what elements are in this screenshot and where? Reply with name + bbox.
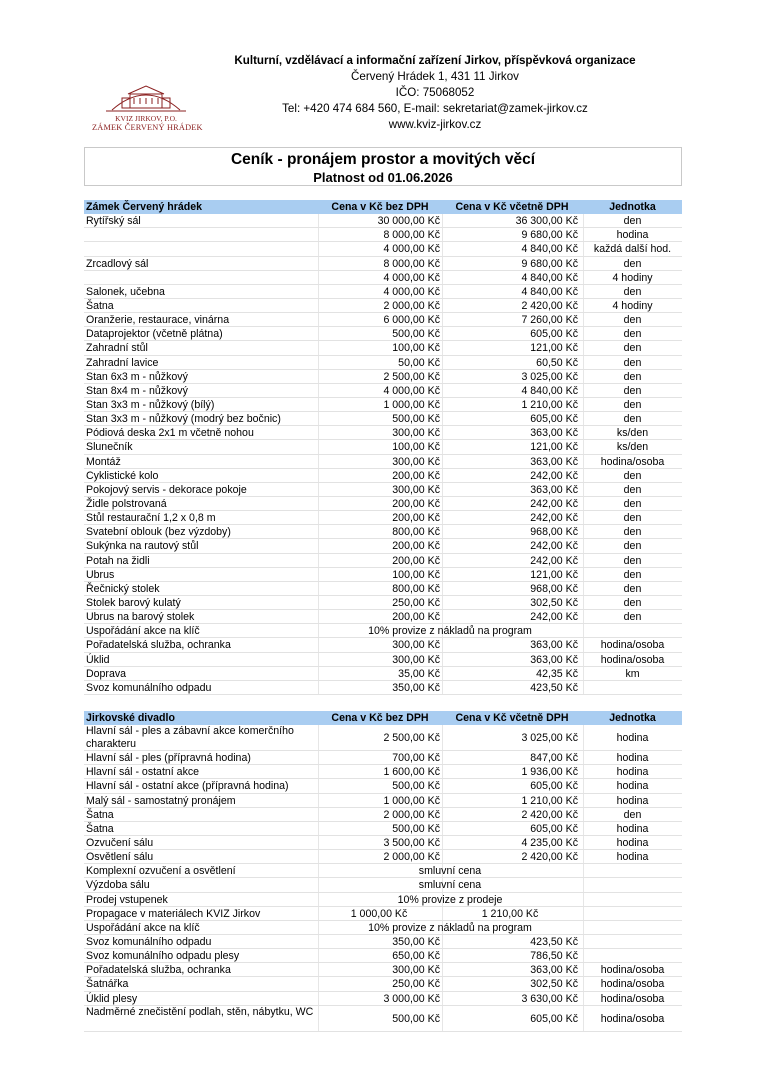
unit: hodina [616, 229, 649, 242]
org-address: Červený Hrádek 1, 431 11 Jirkov [351, 70, 519, 83]
price-without-vat: 35,00 Kč [398, 667, 440, 680]
unit: den [623, 413, 642, 426]
price-with-vat: 423,50 Kč [530, 681, 578, 694]
price-with-vat: 3 630,00 Kč [521, 992, 578, 1005]
item-name [86, 271, 318, 284]
table-row [84, 483, 682, 497]
price-with-vat: 4 840,00 Kč [521, 243, 578, 256]
unit: den [623, 540, 642, 553]
table-row [84, 582, 682, 596]
unit: den [623, 342, 642, 355]
item-name: Šatna [86, 808, 114, 821]
price-with-vat: 1 210,00 Kč [521, 398, 578, 411]
item-name: Pořadatelská služba, ochranka [86, 639, 231, 652]
table-row [84, 907, 682, 921]
item-name: Zahradní lavice [86, 356, 159, 369]
table-divadlo [84, 711, 682, 1032]
price-with-vat: 7 260,00 Kč [521, 314, 578, 327]
item-name: Doprava [86, 667, 127, 680]
merged-price-note: 10% provize z prodeje [397, 893, 503, 906]
item-name: Hlavní sál - ostatní akce (přípravná hodina) [86, 780, 289, 793]
item-name: Malý sál - samostatný pronájem [86, 794, 236, 807]
item-name: Stolek barový kulatý [86, 596, 181, 609]
price-without-vat: 4 000,00 Kč [383, 271, 440, 284]
unit: hodina [616, 732, 649, 745]
item-name: Dataprojektor (včetně plátna) [86, 328, 223, 341]
table-row [84, 285, 682, 299]
item-name: Úklid [86, 653, 110, 666]
table-row [84, 653, 682, 667]
price-without-vat: 650,00 Kč [392, 950, 440, 963]
item-name: Nadměrné znečistění podlah, stěn, nábytku, WC [86, 1005, 314, 1018]
price-without-vat: 350,00 Kč [392, 935, 440, 948]
price-with-vat: 242,00 Kč [530, 497, 578, 510]
unit: den [623, 384, 642, 397]
unit: den [623, 526, 642, 539]
price-without-vat: 300,00 Kč [392, 427, 440, 440]
unit [583, 864, 682, 877]
price-with-vat: 605,00 Kč [530, 780, 578, 793]
item-name: Komplexní ozvučení a osvětlení [86, 865, 236, 878]
price-with-vat: 605,00 Kč [530, 413, 578, 426]
unit: km [625, 667, 640, 680]
item-name: Řečnický stolek [86, 582, 160, 595]
unit: hodina/osoba [600, 978, 665, 991]
item-name: Uspořádání akce na klíč [86, 625, 200, 638]
price-without-vat: 300,00 Kč [392, 964, 440, 977]
table-row [84, 398, 682, 412]
table-row [84, 992, 682, 1006]
price-with-vat: 242,00 Kč [530, 540, 578, 553]
price-with-vat: 60,50 Kč [536, 356, 578, 369]
unit: den [623, 808, 642, 821]
table-row [84, 949, 682, 963]
unit: den [623, 328, 642, 341]
price-with-vat: 4 840,00 Kč [521, 285, 578, 298]
unit: den [623, 497, 642, 510]
unit: den [623, 582, 642, 595]
price-without-vat: 1 000,00 Kč [383, 398, 440, 411]
item-name: Stůl restaurační 1,2 x 0,8 m [86, 512, 216, 525]
unit [583, 624, 682, 637]
price-without-vat: 6 000,00 Kč [383, 314, 440, 327]
item-name: Uspořádání akce na klíč [86, 921, 200, 934]
table-zamek [84, 200, 682, 695]
price-with-vat: 121,00 Kč [530, 568, 578, 581]
item-name: Salonek, učebna [86, 285, 165, 298]
table-row [84, 554, 682, 568]
unit: 4 hodiny [612, 299, 653, 312]
price-without-vat: 2 000,00 Kč [383, 808, 440, 821]
table-row [84, 779, 682, 793]
table-row [84, 977, 682, 991]
price-without-vat: 1 000,00 Kč [350, 907, 408, 920]
price-without-vat: 1 600,00 Kč [383, 766, 440, 779]
unit: den [623, 356, 642, 369]
price-with-vat: 242,00 Kč [530, 611, 578, 624]
item-name: Zrcadlový sál [86, 257, 149, 270]
item-name: Svoz komunálního odpadu plesy [86, 950, 240, 963]
table-row [84, 610, 682, 624]
price-with-vat: 1 936,00 Kč [521, 766, 578, 779]
price-with-vat: 121,00 Kč [530, 342, 578, 355]
table-row [84, 228, 682, 242]
table-row [84, 257, 682, 271]
org-name: Kulturní, vzdělávací a informační zařízení Jirkov, příspěvková organizace [234, 54, 636, 67]
price-without-vat: 1 000,00 Kč [383, 794, 440, 807]
price-without-vat: 2 500,00 Kč [383, 370, 440, 383]
price-with-vat: 242,00 Kč [530, 554, 578, 567]
price-with-vat: 9 680,00 Kč [521, 257, 578, 270]
item-name: Ozvučení sálu [86, 836, 154, 849]
price-without-vat: 200,00 Kč [392, 469, 440, 482]
org-contact: Tel: +420 474 684 560, E-mail: sekretariat@zamek-jirkov.cz [282, 102, 588, 115]
price-without-vat: 700,00 Kč [392, 752, 440, 765]
unit: den [623, 596, 642, 609]
unit: hodina [616, 851, 649, 864]
item-name: Hlavní sál - ples a zábavní akce komerčního charakteru [86, 725, 294, 750]
price-with-vat: 121,00 Kč [530, 441, 578, 454]
table-row [84, 794, 682, 808]
unit: hodina/osoba [600, 964, 665, 977]
unit: hodina/osoba [600, 1012, 665, 1025]
price-without-vat: 200,00 Kč [392, 611, 440, 624]
price-list-title: Ceník - pronájem prostor a movitých věcí [230, 151, 536, 168]
item-name: Rytířský sál [86, 215, 141, 228]
section-title: Zámek Červený hrádek [86, 201, 203, 213]
price-with-vat: 36 300,00 Kč [515, 215, 578, 228]
item-name: Propagace v materiálech KVIZ Jirkov [86, 907, 261, 920]
price-with-vat: 2 420,00 Kč [521, 851, 578, 864]
price-with-vat: 4 235,00 Kč [521, 836, 578, 849]
item-name: Stan 3x3 m - nůžkový (modrý bez bočnic) [86, 413, 281, 426]
table-row [84, 963, 682, 977]
unit: den [623, 314, 642, 327]
item-name: Výzdoba sálu [86, 879, 150, 892]
table-row [84, 568, 682, 582]
unit: den [623, 257, 642, 270]
item-name: Prodej vstupenek [86, 893, 168, 906]
org-ico: IČO: 75068052 [395, 86, 475, 99]
table-row [84, 596, 682, 610]
price-with-vat: 786,50 Kč [530, 950, 578, 963]
item-name: Ubrus [86, 568, 115, 581]
table-row [84, 426, 682, 440]
unit: hodina/osoba [600, 639, 665, 652]
table-row [84, 1006, 682, 1032]
price-with-vat: 242,00 Kč [530, 512, 578, 525]
table-row [84, 850, 682, 864]
column-header-unit: Jednotka [609, 201, 656, 213]
price-without-vat: 8 000,00 Kč [383, 257, 440, 270]
price-without-vat: 50,00 Kč [398, 356, 440, 369]
price-without-vat: 300,00 Kč [392, 483, 440, 496]
item-name: Zahradní stůl [86, 342, 148, 355]
table-row [84, 356, 682, 370]
unit: den [623, 611, 642, 624]
org-web: www.kviz-jirkov.cz [388, 118, 482, 131]
unit: den [623, 554, 642, 567]
item-name: Pokojový servis - dekorace pokoje [86, 483, 247, 496]
item-name [86, 242, 318, 255]
price-with-vat: 3 025,00 Kč [521, 370, 578, 383]
unit: den [623, 215, 642, 228]
table-row [84, 667, 682, 681]
section-title: Jirkovské divadlo [86, 712, 175, 724]
price-without-vat: 200,00 Kč [392, 497, 440, 510]
unit: 4 hodiny [612, 271, 653, 284]
column-header-price: Cena v Kč bez DPH [331, 201, 429, 213]
table-row [84, 299, 682, 313]
unit: den [623, 398, 642, 411]
price-without-vat: 4 000,00 Kč [383, 384, 440, 397]
table-row [84, 681, 682, 695]
price-without-vat: 800,00 Kč [392, 526, 440, 539]
price-with-vat: 605,00 Kč [530, 1012, 578, 1025]
table-row [84, 214, 682, 228]
unit [583, 681, 682, 694]
price-with-vat: 363,00 Kč [530, 653, 578, 666]
price-without-vat: 8 000,00 Kč [383, 229, 440, 242]
unit: hodina/osoba [600, 455, 665, 468]
price-with-vat: 42,35 Kč [536, 667, 578, 680]
price-without-vat: 800,00 Kč [392, 582, 440, 595]
table-row [84, 765, 682, 779]
item-name: Potah na židli [86, 554, 150, 567]
price-without-vat: 200,00 Kč [392, 540, 440, 553]
item-name: Svoz komunálního odpadu [86, 935, 212, 948]
unit: den [623, 469, 642, 482]
item-name: Hlavní sál - ostatní akce [86, 766, 200, 779]
table-row [84, 384, 682, 398]
table-row [84, 412, 682, 426]
price-without-vat: 500,00 Kč [392, 822, 440, 835]
item-name: Stan 8x4 m - nůžkový [86, 384, 188, 397]
item-name: Sukýnka na rautový stůl [86, 540, 199, 553]
unit [583, 949, 682, 962]
table-row [84, 725, 682, 751]
price-without-vat: 500,00 Kč [392, 328, 440, 341]
price-with-vat: 968,00 Kč [530, 582, 578, 595]
item-name: Úklid plesy [86, 992, 138, 1005]
price-without-vat: 500,00 Kč [392, 1012, 440, 1025]
unit [583, 921, 682, 934]
price-without-vat: 4 000,00 Kč [383, 243, 440, 256]
unit [583, 878, 682, 891]
item-name [86, 228, 318, 241]
price-with-vat: 302,50 Kč [530, 978, 578, 991]
table-row [84, 893, 682, 907]
price-without-vat: 100,00 Kč [392, 441, 440, 454]
price-with-vat: 2 420,00 Kč [521, 808, 578, 821]
table-row [84, 341, 682, 355]
merged-price-note: smluvní cena [418, 865, 482, 878]
unit: den [623, 512, 642, 525]
item-name: Oranžerie, restaurace, vinárna [86, 314, 230, 327]
table-row [84, 511, 682, 525]
price-with-vat: 9 680,00 Kč [521, 229, 578, 242]
table-row [84, 836, 682, 850]
unit: hodina [616, 780, 649, 793]
price-without-vat: 300,00 Kč [392, 639, 440, 652]
price-without-vat: 4 000,00 Kč [383, 285, 440, 298]
item-name: Pódiová deska 2x1 m včetně nohou [86, 427, 254, 440]
price-with-vat: 3 025,00 Kč [521, 732, 578, 745]
column-header-price: Cena v Kč bez DPH [331, 712, 429, 724]
item-name: Šatnářka [86, 978, 129, 991]
unit: hodina [616, 836, 649, 849]
table-row [84, 313, 682, 327]
table-row [84, 271, 682, 285]
unit: den [623, 568, 642, 581]
table-row [84, 638, 682, 652]
unit: hodina [616, 766, 649, 779]
price-without-vat: 300,00 Kč [392, 455, 440, 468]
castle-icon [92, 82, 200, 114]
price-with-vat: 363,00 Kč [530, 427, 578, 440]
price-without-vat: 200,00 Kč [392, 554, 440, 567]
table-header-row [84, 711, 682, 725]
table-row [84, 370, 682, 384]
column-header-unit: Jednotka [609, 712, 656, 724]
unit: každá další hod. [593, 243, 672, 256]
unit: den [623, 370, 642, 383]
item-name: Osvětlení sálu [86, 851, 154, 864]
table-row [84, 455, 682, 469]
price-without-vat: 500,00 Kč [392, 780, 440, 793]
unit [583, 907, 682, 920]
merged-price-note: smluvní cena [418, 879, 482, 892]
column-header-price-vat: Cena v Kč včetně DPH [455, 712, 569, 724]
price-with-vat: 363,00 Kč [530, 964, 578, 977]
price-without-vat: 2 000,00 Kč [383, 299, 440, 312]
item-name: Židle polstrovaná [86, 497, 167, 510]
table-row [84, 497, 682, 511]
logo-text-top: KVIZ JIRKOV, P.O. [115, 114, 177, 123]
unit: den [623, 285, 642, 298]
price-without-vat: 3 000,00 Kč [383, 992, 440, 1005]
price-with-vat: 4 840,00 Kč [521, 271, 578, 284]
price-with-vat: 242,00 Kč [530, 469, 578, 482]
table-row [84, 751, 682, 765]
item-name: Hlavní sál - ples (přípravná hodina) [86, 752, 251, 765]
price-without-vat: 2 500,00 Kč [383, 732, 440, 745]
price-list-title-box [84, 147, 682, 186]
price-without-vat: 500,00 Kč [392, 413, 440, 426]
table-row [84, 808, 682, 822]
merged-price-note: 10% provize z nákladů na program [368, 625, 532, 638]
item-name: Slunečník [86, 441, 133, 454]
price-with-vat: 605,00 Kč [530, 822, 578, 835]
item-name: Ubrus na barový stolek [86, 611, 195, 624]
price-with-vat: 363,00 Kč [530, 455, 578, 468]
unit: hodina/osoba [600, 653, 665, 666]
table-row [84, 440, 682, 454]
item-name: Šatna [86, 299, 114, 312]
table-row [84, 242, 682, 256]
price-with-vat: 302,50 Kč [530, 596, 578, 609]
unit: den [623, 483, 642, 496]
item-name: Svatební oblouk (bez výzdoby) [86, 526, 231, 539]
item-name: Pořadatelská služba, ochranka [86, 964, 231, 977]
table-row [84, 935, 682, 949]
price-with-vat: 1 210,00 Kč [481, 907, 539, 920]
price-without-vat: 30 000,00 Kč [377, 215, 440, 228]
column-header-price-vat: Cena v Kč včetně DPH [455, 201, 569, 213]
unit: hodina [616, 794, 649, 807]
item-name: Svoz komunálního odpadu [86, 681, 212, 694]
price-with-vat: 605,00 Kč [530, 328, 578, 341]
item-name: Cyklistické kolo [86, 469, 159, 482]
unit: hodina/osoba [600, 992, 665, 1005]
unit [583, 893, 682, 906]
price-list-validity: Platnost od 01.06.2026 [313, 170, 453, 185]
table-row [84, 921, 682, 935]
table-row [84, 327, 682, 341]
price-without-vat: 2 000,00 Kč [383, 851, 440, 864]
unit [583, 935, 682, 948]
item-name: Montáž [86, 455, 121, 468]
price-with-vat: 2 420,00 Kč [521, 299, 578, 312]
price-with-vat: 4 840,00 Kč [521, 384, 578, 397]
price-without-vat: 100,00 Kč [392, 342, 440, 355]
item-name: Stan 6x3 m - nůžkový [86, 370, 188, 383]
price-without-vat: 350,00 Kč [392, 681, 440, 694]
logo-text-bottom: ZÁMEK ČERVENÝ HRÁDEK [92, 123, 203, 132]
table-row [84, 525, 682, 539]
unit: hodina [616, 822, 649, 835]
table-row [84, 469, 682, 483]
price-with-vat: 1 210,00 Kč [521, 794, 578, 807]
merged-price-note: 10% provize z nákladů na program [368, 921, 532, 934]
item-name: Šatna [86, 822, 114, 835]
table-row [84, 822, 682, 836]
castle-logo [92, 82, 203, 134]
price-with-vat: 968,00 Kč [530, 526, 578, 539]
table-row [84, 878, 682, 892]
price-without-vat: 250,00 Kč [392, 978, 440, 991]
price-without-vat: 300,00 Kč [392, 653, 440, 666]
table-row [84, 864, 682, 878]
price-without-vat: 3 500,00 Kč [383, 836, 440, 849]
table-row [84, 624, 682, 638]
unit: hodina [616, 752, 649, 765]
price-without-vat: 200,00 Kč [392, 512, 440, 525]
table-header-row [84, 200, 682, 214]
item-name: Stan 3x3 m - nůžkový (bílý) [86, 398, 215, 411]
price-without-vat: 100,00 Kč [392, 568, 440, 581]
table-row [84, 539, 682, 553]
unit: ks/den [616, 441, 649, 454]
price-without-vat: 250,00 Kč [392, 596, 440, 609]
price-with-vat: 363,00 Kč [530, 483, 578, 496]
price-with-vat: 363,00 Kč [530, 639, 578, 652]
unit: ks/den [616, 427, 649, 440]
price-with-vat: 423,50 Kč [530, 935, 578, 948]
price-with-vat: 847,00 Kč [530, 752, 578, 765]
